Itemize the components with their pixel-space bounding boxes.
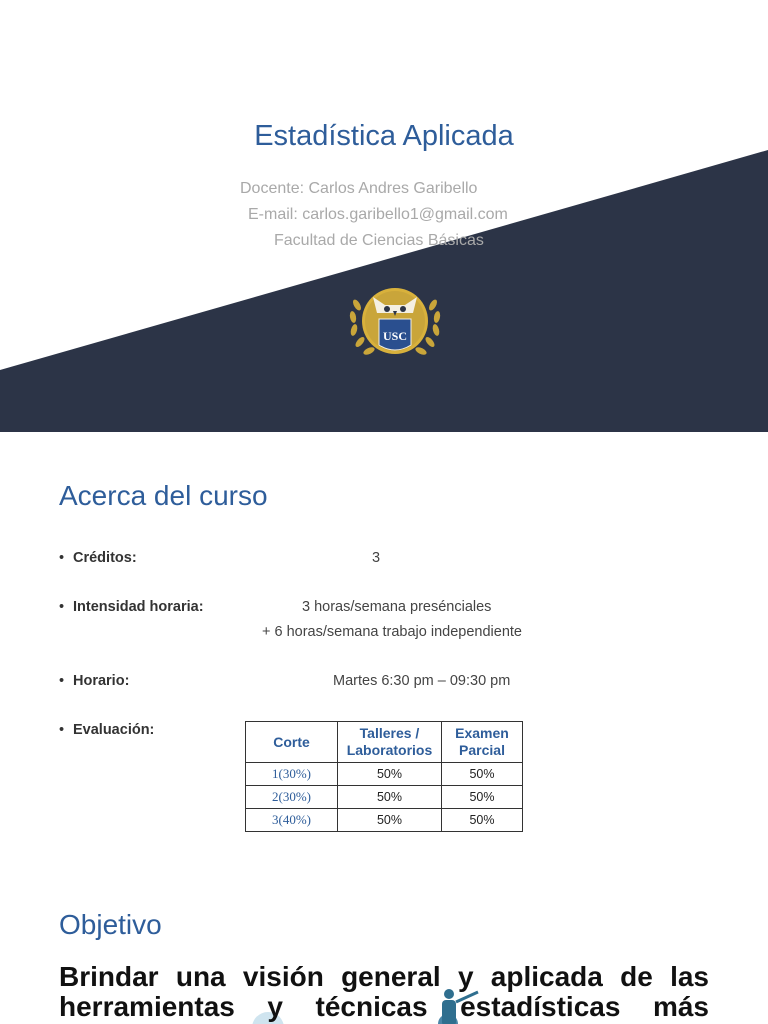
horario-value: Martes 6:30 pm – 09:30 pm — [333, 673, 511, 689]
table-cell: 50% — [338, 809, 442, 832]
table-cell: 50% — [442, 809, 523, 832]
section-heading: Acerca del curso — [59, 480, 268, 511]
table-header-row — [246, 722, 523, 763]
table-cell: 50% — [338, 763, 442, 786]
table-row — [246, 809, 523, 832]
creditos-value: 3 — [372, 550, 381, 566]
section-heading: Objetivo — [59, 909, 162, 940]
objective-text-line: Brindar una visión general y aplicada de las — [59, 961, 709, 992]
table-row — [246, 763, 523, 786]
usc-owl-logo — [345, 283, 445, 363]
objective-text-line: herramientas y técnicas estadísticas más — [59, 991, 709, 1022]
intensidad-value-independiente: + 6 horas/semana trabajo independiente — [262, 624, 522, 640]
instructor-email: E-mail: carlos.garibello1@gmail.com — [248, 206, 508, 223]
header-corte: Corte — [246, 722, 338, 763]
evaluation-table — [245, 721, 523, 832]
bullet-icon: • — [59, 599, 65, 615]
header-examen: Examen Parcial — [442, 722, 523, 763]
creditos-row — [59, 550, 137, 566]
horario-row — [59, 673, 129, 689]
logo-text: USC — [382, 329, 407, 343]
bullet-icon: • — [59, 722, 65, 738]
intensidad-row — [59, 599, 204, 615]
table-cell: 50% — [442, 763, 523, 786]
bullet-icon: • — [59, 673, 65, 689]
table-cell: 50% — [442, 786, 523, 809]
table-cell: 2(30%) — [246, 786, 338, 809]
instructor-name: Docente: Carlos Andres Garibello — [240, 180, 478, 197]
horario-label: Horario: — [73, 673, 130, 689]
course-info-slide — [0, 432, 768, 888]
objective-text — [59, 962, 709, 1022]
table-cell: 50% — [338, 786, 442, 809]
table-row — [246, 786, 523, 809]
course-title: Estadística Aplicada — [254, 120, 514, 152]
title-slide — [0, 0, 768, 432]
faculty-name: Facultad de Ciencias Básicas — [274, 232, 484, 249]
evaluacion-row — [59, 722, 154, 738]
header-talleres: Talleres / Laboratorios — [338, 722, 442, 763]
table-cell: 3(40%) — [246, 809, 338, 832]
creditos-label: Créditos: — [73, 550, 137, 566]
evaluacion-label: Evaluación: — [73, 722, 155, 738]
intensidad-label: Intensidad horaria: — [73, 599, 204, 615]
intensidad-value-presencial: 3 horas/semana presénciales — [302, 599, 492, 615]
bullet-icon: • — [59, 550, 65, 566]
table-cell: 1(30%) — [246, 763, 338, 786]
objective-slide — [0, 888, 768, 1024]
